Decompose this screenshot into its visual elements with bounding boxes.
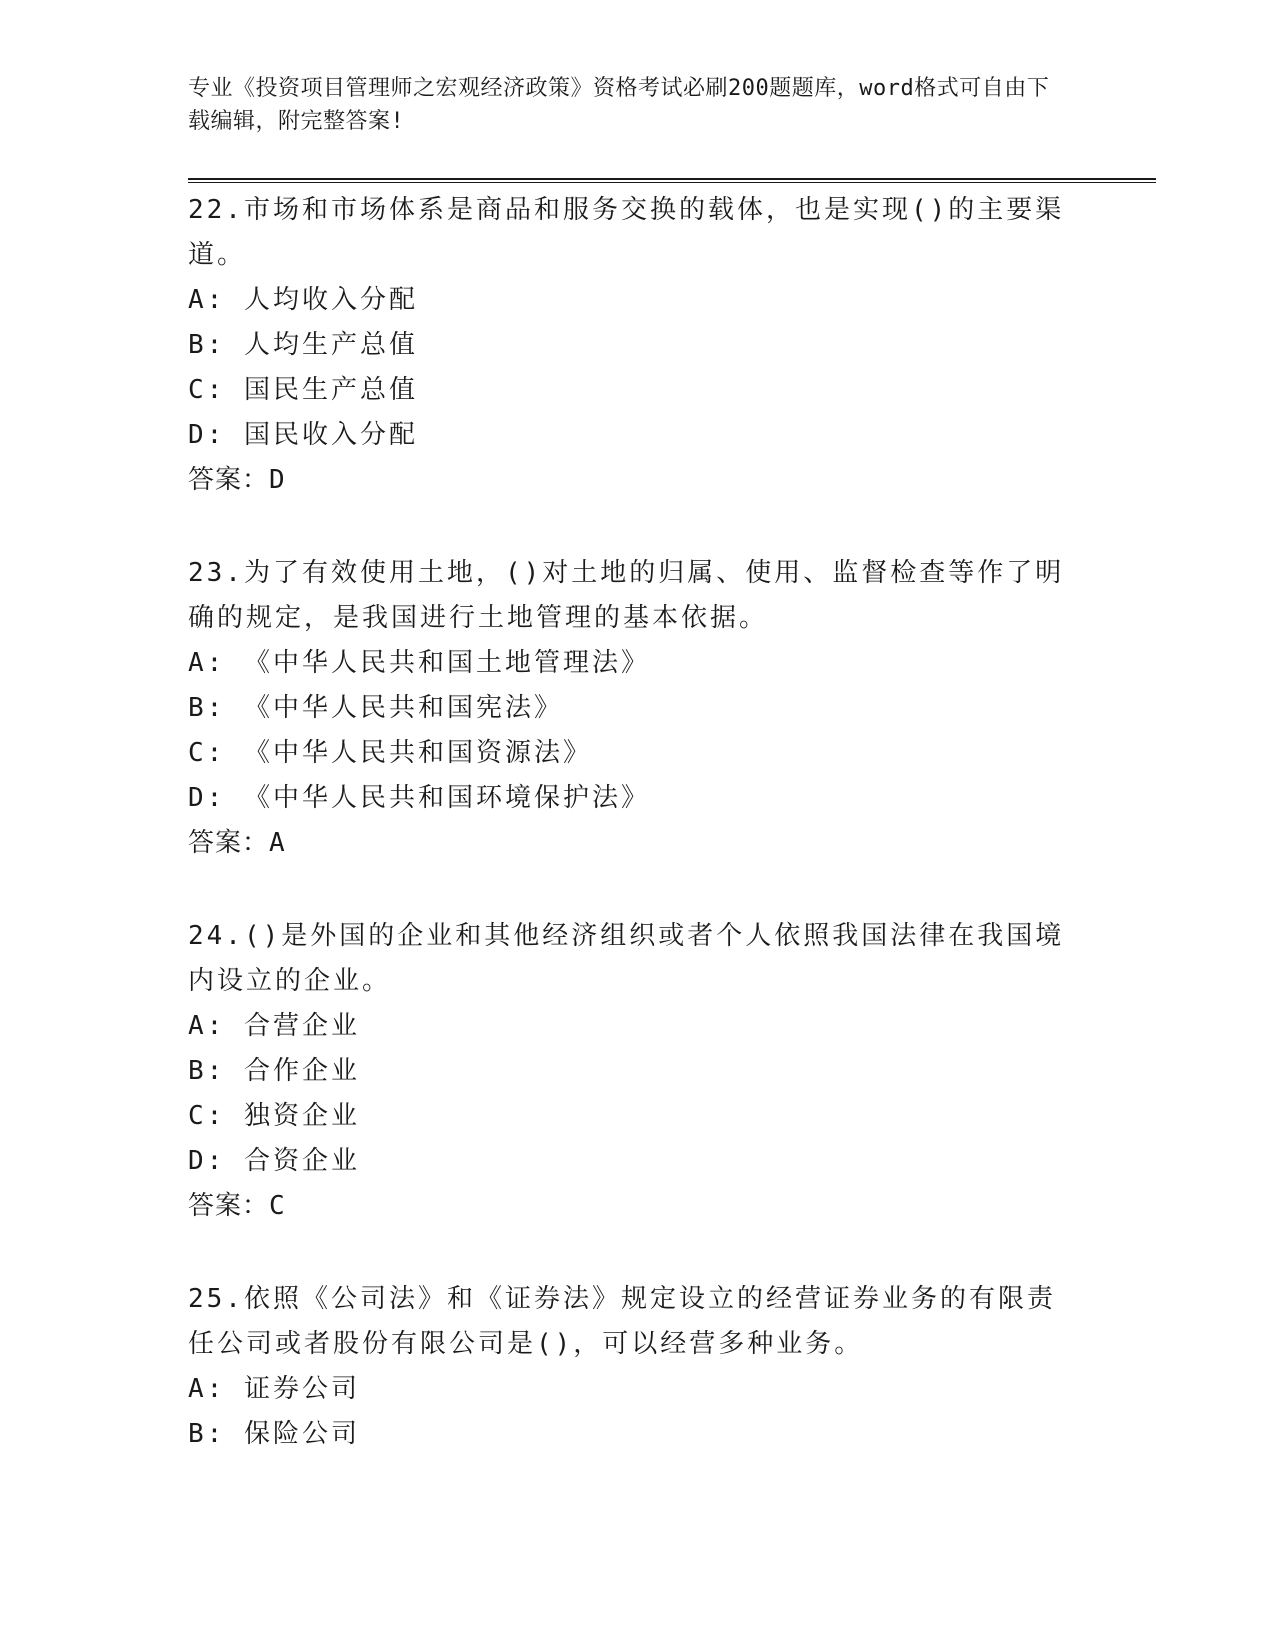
question-stem: 24.()是外国的企业和其他经济组织或者个人依照我国法律在我国境内设立的企业。 — [188, 921, 1065, 996]
question-25 — [188, 1277, 1088, 1457]
answer: 答案：C — [188, 1191, 286, 1221]
option-a: A: 人均收入分配 — [188, 285, 418, 315]
answer: 答案：D — [188, 465, 286, 495]
question-23 — [188, 551, 1088, 866]
option-a: A: 证券公司 — [188, 1374, 360, 1404]
answer: 答案：A — [188, 828, 286, 858]
question-stem: 25.依照《公司法》和《证券法》规定设立的经营证券业务的有限责任公司或者股份有限公司是()，可以经营多种业务。 — [188, 1284, 1056, 1359]
question-stem: 23.为了有效使用土地，()对土地的归属、使用、监督检查等作了明确的规定，是我国进行土地管理的基本依据。 — [188, 558, 1065, 633]
option-c: C: 《中华人民共和国资源法》 — [188, 738, 592, 768]
question-stem: 22.市场和市场体系是商品和服务交换的载体，也是实现()的主要渠道。 — [188, 195, 1065, 270]
option-b: B: 人均生产总值 — [188, 330, 418, 360]
page-header: 专业《投资项目管理师之宏观经济政策》资格考试必刷200题题库，word格式可自由下载编辑，附完整答案! — [188, 76, 1050, 134]
question-list — [188, 188, 1088, 1505]
option-a: A: 《中华人民共和国土地管理法》 — [188, 648, 650, 678]
option-c: C: 国民生产总值 — [188, 375, 418, 405]
option-b: B: 保险公司 — [188, 1419, 360, 1449]
option-b: B: 《中华人民共和国宪法》 — [188, 693, 563, 723]
option-b: B: 合作企业 — [188, 1056, 360, 1086]
option-d: D: 《中华人民共和国环境保护法》 — [188, 783, 650, 813]
option-d: D: 国民收入分配 — [188, 420, 418, 450]
question-24 — [188, 914, 1088, 1229]
option-a: A: 合营企业 — [188, 1011, 360, 1041]
option-d: D: 合资企业 — [188, 1146, 360, 1176]
header-divider — [188, 178, 1156, 183]
option-c: C: 独资企业 — [188, 1101, 360, 1131]
question-22 — [188, 188, 1088, 503]
